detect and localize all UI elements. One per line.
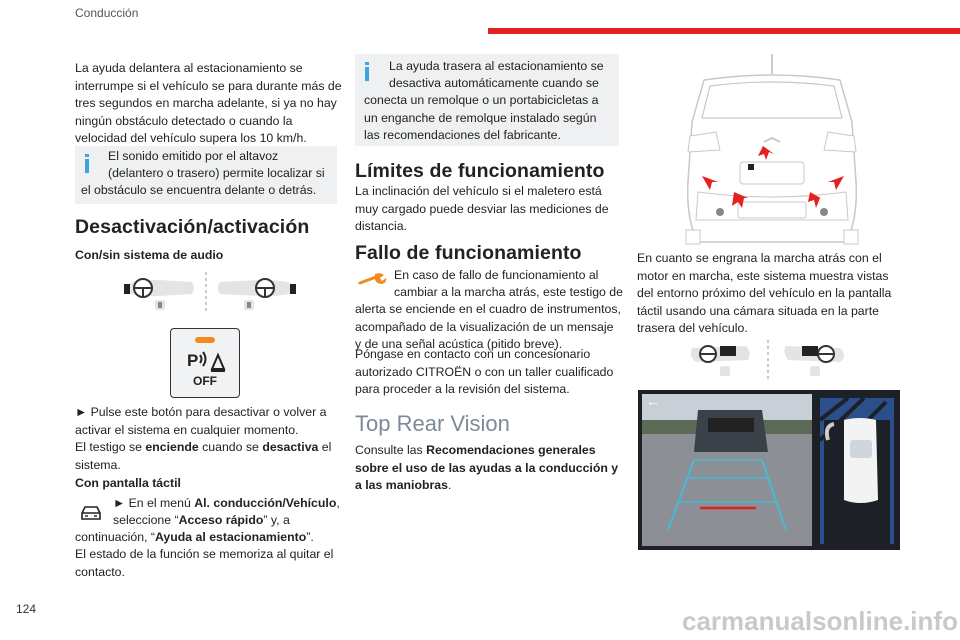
info-text-line: (delantero o trasero) permite localizar si xyxy=(108,166,325,180)
select-line xyxy=(113,512,290,530)
info-text-line: La ayuda trasera al estacionamiento se xyxy=(389,59,604,73)
text-span: Consulte las xyxy=(355,443,427,457)
continue-line xyxy=(75,529,314,547)
fault-contact-text: Póngase en contacto con un concesionario autorizado CITROËN o con un taller cualificado para proceder a la revisión del sistema. xyxy=(355,347,614,396)
limits-text: La inclinación del vehículo si el maletero está muy cargado puede desviar las mediciones de distancia. xyxy=(355,184,609,233)
heading-with-without-audio: Con/sin sistema de audio xyxy=(75,248,224,262)
text-bold: Al. conducción/Vehículo xyxy=(194,496,337,510)
car-menu-icon xyxy=(79,504,103,522)
off-label: OFF xyxy=(193,374,217,388)
park-assist-off-button[interactable] xyxy=(170,328,240,398)
text-span: . xyxy=(447,478,452,492)
fault-text-line: En caso de fallo de funcionamiento al xyxy=(394,268,599,282)
svg-text:P: P xyxy=(187,351,199,370)
wrench-warning-icon xyxy=(358,272,388,286)
svg-text:←: ← xyxy=(646,393,660,409)
text-span: , xyxy=(336,496,340,510)
text-span: continuación, “ xyxy=(75,530,155,544)
watermark: carmanualsonline.info xyxy=(682,606,958,636)
text-bold: desactiva xyxy=(262,440,319,454)
page-number: 124 xyxy=(16,602,37,616)
fault-text-line: cambiar a la marcha atrás, este testigo de xyxy=(394,285,623,299)
heading-touchscreen: Con pantalla táctil xyxy=(75,476,181,490)
menu-line xyxy=(113,495,340,513)
dashboard-camera-illustration xyxy=(686,338,850,382)
info-box-sound xyxy=(75,146,337,204)
text-span: seleccione “ xyxy=(113,513,179,527)
lamp-status-text xyxy=(75,439,343,474)
rear-camera-view xyxy=(638,390,900,550)
text-bold: Acceso rápido xyxy=(178,513,264,527)
text-bold: Ayuda al estacionamiento xyxy=(154,530,307,544)
fault-text: alerta se enciende en el cuadro de instrumentos, acompañado de la visualización de un mensaje y de una señal acústica (pitido breve). xyxy=(355,302,621,351)
trv-reference-text xyxy=(355,442,621,495)
text-bold: enciende xyxy=(145,440,199,454)
reverse-camera-text: En cuanto se engrana la marcha atrás con el motor en marcha, este sistema muestra vistas del entorno próximo del vehículo en la pantalla táctil usando una cámara situada en la parte trasera del vehículo. xyxy=(637,251,892,335)
heading-top-rear-vision: Top Rear Vision xyxy=(355,411,510,436)
rear-car-sensors-illustration xyxy=(668,52,876,248)
info-icon xyxy=(363,62,371,82)
info-text-line: conecta un remolque o un portabicicletas a un enganche de remolque instalado según las recomendaciones del fabricante. xyxy=(364,93,599,142)
info-text-line: desactiva automáticamente cuando se xyxy=(389,76,599,90)
info-text-line: El sonido emitido por el altavoz xyxy=(108,149,279,163)
park-assist-sensor-icon xyxy=(185,349,227,375)
park-assist-front-interrupt-text: La ayuda delantera al estacionamiento se interrumpe si el vehículo se para durante más de tres segundos en marcha adelante, si ya no hay ningún obstáculo detectado o cuando la velocidad del vehículo supera los 10 km/h. xyxy=(75,61,342,145)
header-accent-bar xyxy=(488,28,960,34)
text-span: El testigo se xyxy=(75,440,146,454)
text-span: cuando se xyxy=(198,440,263,454)
rear-camera-screen xyxy=(638,390,900,550)
info-box-trailer xyxy=(355,54,619,146)
heading-deactivation: Desactivación/activación xyxy=(75,216,310,238)
heading-malfunction: Fallo de funcionamiento xyxy=(355,242,582,264)
status-lamp-indicator xyxy=(195,337,215,343)
memory-text: El estado de la función se memoriza al quitar el contacto. xyxy=(75,547,334,579)
info-icon xyxy=(83,154,91,174)
header-section-title: Conducción xyxy=(75,6,139,20)
press-button-text: ► Pulse este botón para desactivar o volver a activar el sistema en cualquier momento. xyxy=(75,405,327,437)
info-text-line: el obstáculo se encuentra delante o detrás. xyxy=(81,183,317,197)
dashboard-steering-illustration xyxy=(120,270,300,316)
text-span: ”. xyxy=(306,530,314,544)
text-span: el sistema. xyxy=(75,440,332,472)
text-span: ” y, a xyxy=(263,513,290,527)
text-bold: Recomendaciones generales sobre el uso de las ayudas a la conducción y a las maniobras xyxy=(355,443,619,492)
heading-operating-limits: Límites de funcionamiento xyxy=(355,160,605,182)
text-span: ► En el menú xyxy=(113,496,195,510)
